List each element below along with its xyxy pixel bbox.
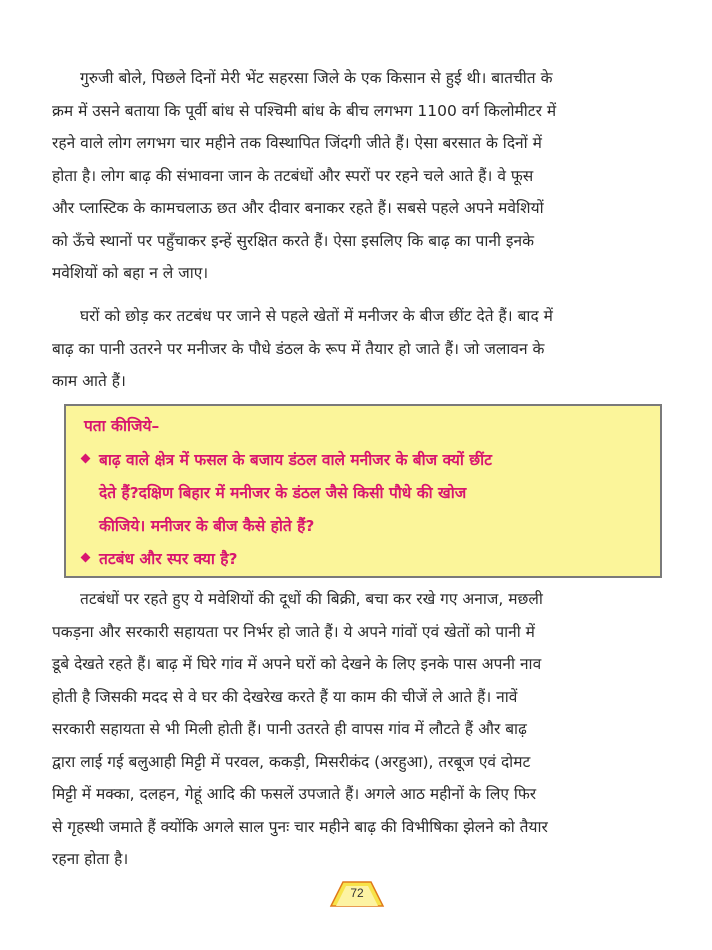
activity-box-title: पता कीजिये– bbox=[84, 417, 160, 435]
paragraph-line: द्वारा लाई गई बलुआही मिट्टी में परवल, ककड़ी, मिसरीकंद (अरहुआ), तरबूज एवं दोमट bbox=[52, 752, 531, 771]
paragraph-line: होती है जिसकी मदद से वे घर की देखरेख करते हैं या काम की चीजें ले आते हैं। नावें bbox=[52, 687, 518, 706]
paragraph-line: काम आते हैं। bbox=[52, 372, 126, 390]
paragraph-line: से गृहस्थी जमाते हैं क्योंकि अगले साल पुनः चार महीने बाढ़ की विभीषिका झेलने को तैयार bbox=[52, 817, 548, 836]
paragraph-line: रहने वाले लोग लगभग चार महीने तक विस्थापित जिंदगी जीते हैं। ऐसा बरसात के दिनों में bbox=[52, 134, 542, 152]
activity-box bbox=[64, 404, 662, 578]
paragraph-line: सरकारी सहायता से भी मिली होती हैं। पानी उतरते ही वापस गांव में लौटते हैं और बाढ़ bbox=[52, 720, 527, 738]
paragraph-2 bbox=[52, 300, 662, 398]
paragraph-line: रहना होता है। bbox=[52, 850, 129, 868]
paragraph-line: और प्लास्टिक के कामचलाऊ छत और दीवार बनाकर रहते हैं। सबसे पहले अपने मवेशियों bbox=[52, 199, 544, 217]
paragraph-line: डूबे देखते रहते हैं। बाढ़ में घिरे गांव में अपने घरों को देखने के लिए इनके पास अपनी नाव bbox=[52, 655, 542, 673]
paragraph-line: होता है। लोग बाढ़ की संभावना जान के तटबंधों और स्परों पर रहने चले आते हैं। वे फूस bbox=[52, 166, 534, 185]
paragraph-line: मिट्टी में मक्का, दलहन, गेहूं आदि की फसलें उपजाते हैं। अगले आठ महीनों के लिए फिर bbox=[52, 785, 537, 803]
paragraph-1 bbox=[52, 62, 662, 290]
page-number-badge bbox=[329, 878, 385, 908]
activity-item-1-line-3: कीजिये। मनीजर के बीज कैसे होते हैं? bbox=[99, 517, 315, 535]
activity-item-1-line-2: देते हैं?दक्षिण बिहार में मनीजर के डंठल जैसे किसी पौधे की खोज bbox=[99, 484, 467, 502]
paragraph-3 bbox=[52, 583, 662, 876]
paragraph-line: तटबंधों पर रहते हुए ये मवेशियों की दूधों की बिक्री, बचा कर रखे गए अनाज, मछली bbox=[80, 590, 543, 608]
paragraph-line: को ऊँचे स्थानों पर पहुँचाकर इन्हें सुरक्षित करते हैं। ऐसा इसलिए कि बाढ़ का पानी इनके bbox=[52, 231, 535, 250]
paragraph-line: मवेशियों को बहा न ले जाए। bbox=[52, 264, 209, 282]
activity-item-2: तटबंध और स्पर क्या है? bbox=[82, 547, 238, 569]
paragraph-line: पकड़ना और सरकारी सहायता पर निर्भर हो जाते हैं। ये अपने गांवों एवं खेतों को पानी में bbox=[52, 622, 535, 641]
paragraph-line: बाढ़ का पानी उतरने पर मनीजर के पौधे डंठल के रूप में तैयार हो जाते हैं। जो जलावन के bbox=[52, 339, 545, 358]
paragraph-line: घरों को छोड़ कर तटबंध पर जाने से पहले खेतों में मनीजर के बीज छींट देते हैं। बाद में bbox=[80, 307, 553, 325]
paragraph-line: क्रम में उसने बताया कि पूर्वी बांध से पश्चिमी बांध के बीच लगभग 1100 वर्ग किलोमीटर में bbox=[52, 101, 557, 120]
diamond-bullet-icon bbox=[81, 454, 91, 464]
diamond-bullet-icon bbox=[81, 553, 91, 563]
page-number: 72 bbox=[350, 886, 364, 900]
activity-item-1-line-1: बाढ़ वाले क्षेत्र में फसल के बजाय डंठल वाले मनीजर के बीज क्यों छींट bbox=[82, 448, 492, 470]
paragraph-line: गुरुजी बोले, पिछले दिनों मेरी भेंट सहरसा जिले के एक किसान से हुई थी। बातचीत के bbox=[80, 69, 553, 87]
